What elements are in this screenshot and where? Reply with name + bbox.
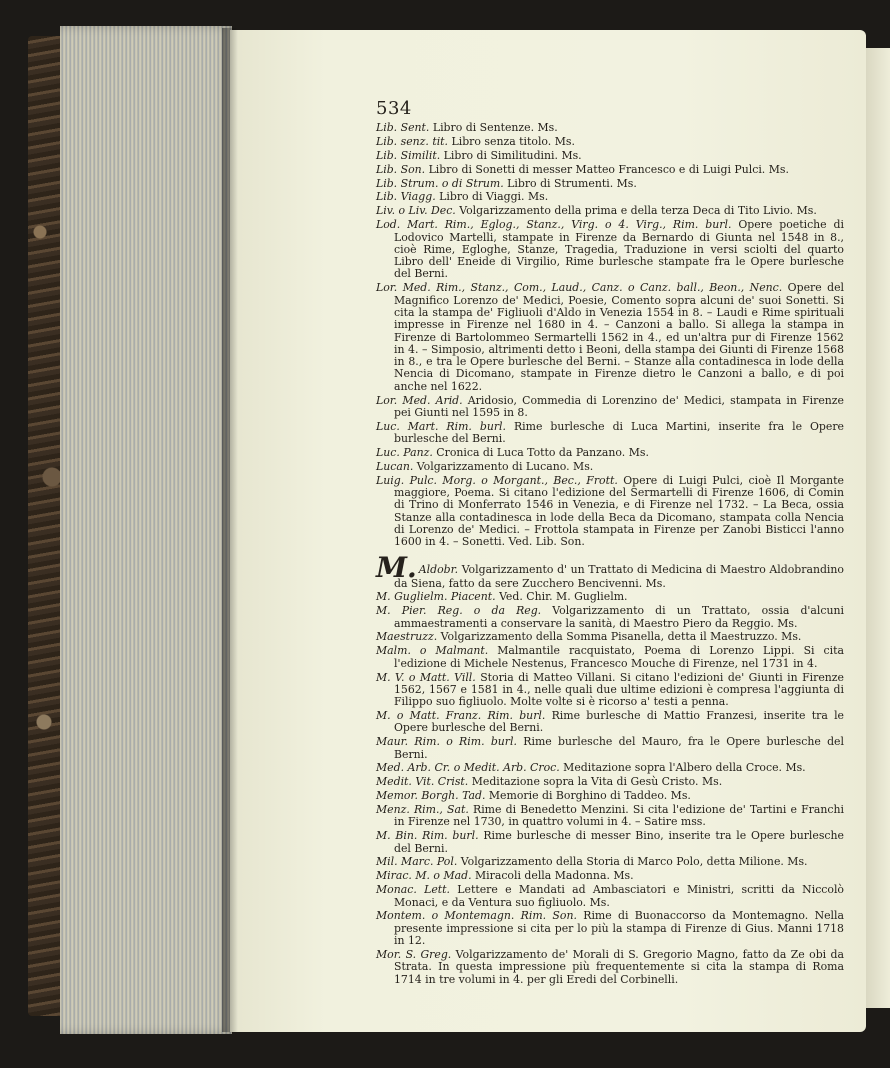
entry-abbreviation: Mirac. M. o Mad.: [376, 869, 472, 883]
entry-list-l: [376, 122, 844, 549]
entry-abbreviation: Mil. Marc. Pol.: [376, 855, 458, 869]
entry-text: Libro di Sentenze. Ms.: [429, 121, 558, 134]
list-item: [376, 136, 844, 148]
entry-abbreviation: Lib. Viagg.: [376, 190, 436, 204]
entry-text: Miracoli della Madonna. Ms.: [471, 869, 634, 883]
entry-text: Volgarizzamento di un Trattato, ossia d'alcuni ammaestramenti a conservare la sanità, di Maestro Piero da Reggio. Ms.: [394, 604, 845, 630]
entry-text: Volgarizzamento d' un Trattato di Medicina di Maestro Aldobrandino da Siena, fatto da sere Zucchero Bencivenni. Ms.: [394, 562, 844, 590]
entry-abbreviation: Luc. Panz.: [376, 445, 433, 459]
list-item: [376, 395, 844, 420]
entry-abbreviation: Maur. Rim. o Rim. burl.: [376, 735, 517, 749]
entry-text: Ved. Chir. M. Guglielm.: [495, 590, 628, 604]
list-item: [376, 631, 844, 643]
entry-list-m: [376, 550, 845, 986]
entry-text: Storia di Matteo Villani. Si citano l'edizioni de' Giunti in Firenze 1562, 1567 e 1581 in 4., nelle quali due ultime edizioni è compresa l'aggiunta di Filippo suo figliuolo. Molte volte si è ricorso a' testi a penna.: [394, 670, 844, 709]
list-item: [376, 736, 844, 761]
entry-text: Memorie di Borghino di Taddeo. Ms.: [485, 789, 691, 803]
entry-text: Meditazione sopra l'Albero della Croce. Ms.: [559, 761, 806, 775]
entry-text: Libro di Sonetti di messer Matteo Francesco e di Luigi Pulci. Ms.: [425, 162, 789, 176]
list-item: [376, 762, 844, 774]
entry-abbreviation: Medit. Vit. Crist.: [376, 775, 469, 789]
entry-text: Libro di Strumenti. Ms.: [503, 176, 637, 190]
entry-abbreviation: Aldobr.: [418, 562, 459, 576]
section-letter: M.: [376, 550, 417, 584]
entry-abbreviation: Lib. Son.: [376, 162, 426, 176]
entry-abbreviation: Liv. o Liv. Dec.: [376, 204, 456, 218]
list-item: [376, 461, 844, 473]
list-item: [376, 178, 844, 190]
list-item: [376, 605, 844, 630]
list-item: [376, 550, 844, 590]
entry-abbreviation: M. Bin. Rim. burl.: [376, 829, 479, 843]
entry-text: Cronica di Luca Totto da Panzano. Ms.: [432, 445, 649, 459]
entry-abbreviation: Luig. Pulc. Morg. o Morgant., Bec., Frott.: [376, 473, 618, 487]
entry-text: Aridosio, Commedia di Lorenzino de' Medici, stampata in Firenze pei Giunti nel 1595 in 8.: [394, 393, 844, 419]
entry-text: Opere poetiche di Lodovico Martelli, stampate in Firenze da Bernardo di Giunta nel 1548 in 8., cioè Rime, Egloghe, Stanze, Tragedia, Traduzione in versi sciolti del quarto Libro dell' Eneide di Virgilio, Rime burlesche stampate fra le Opere burlesche del Berni.: [394, 218, 844, 281]
entry-abbreviation: Lucan.: [376, 459, 414, 473]
entry-text: Rime di Buonaccorso da Montemagno. Nella presente impressione si cita per lo più la stampa di Firenze di Gius. Manni 1718 in 12.: [394, 909, 844, 948]
entry-abbreviation: M. Guglielm. Piacent.: [376, 590, 496, 604]
list-item: [376, 421, 844, 446]
entry-abbreviation: Montem. o Montemagn. Rim. Son.: [376, 909, 577, 923]
entry-abbreviation: Maestruzz.: [376, 630, 438, 644]
page-edges: [60, 26, 232, 1034]
entry-text: Lettere e Mandati ad Ambasciatori e Ministri, scritti da Niccolò Monaci, e da Ventura suo figliuolo. Ms.: [394, 883, 844, 909]
entry-text: Libro senza titolo. Ms.: [448, 134, 575, 148]
list-item: [376, 205, 844, 217]
entry-abbreviation: Lor. Med. Rim., Stanz., Com., Laud., Canz. o Canz. ball., Beon., Nenc.: [376, 281, 783, 295]
entry-text: Rime burlesche di Luca Martini, inserite fra le Opere burlesche del Berni.: [394, 419, 844, 446]
list-item: [376, 475, 844, 549]
list-item: [376, 804, 844, 829]
entry-abbreviation: Med. Arb. Cr. o Medit. Arb. Croc.: [376, 761, 560, 775]
entry-text: Volgarizzamento della prima e della terza Deca di Tito Livio. Ms.: [455, 204, 817, 218]
entry-abbreviation: Lib. Strum. o di Strum.: [376, 176, 504, 190]
entry-abbreviation: Memor. Borgh. Tad.: [376, 789, 486, 803]
list-item: [376, 672, 844, 709]
list-item: [376, 447, 844, 459]
entry-text: Opere del Magnifico Lorenzo de' Medici, Poesie, Comento sopra alcuni de' suoi Sonetti. Si cita la stampa de' Figliuoli d'Aldo in Venezia 1554 in 8. – Laudi e Rime spirituali impresse in Firenze nel 1680 in 4. – Canzoni a ballo. Si allega la stampa in Firenze di Bartolommeo Sermartelli 1562 in 4., ed un'altra pur di Firenze 1562 in 4. – Simposio, altrimenti detto i Beoni, della stampa dei Giunti di Firenze 1568 in 8., e tra le Opere burlesche del Berni. – Stanze alla contadinesca in lode della Nencia di Dicomano, stampate in Firenze dietro le Canzoni a ballo, e di poi anche nel 1622.: [394, 281, 844, 393]
entry-text: Volgarizzamento de' Morali di S. Gregorio Magno, fatto da Ze obi da Strata. In questa impressione più frequentemente si cita la stampa di Roma 1714 in tre volumi in 4. per gli Eredi del Corbinelli.: [394, 947, 845, 986]
list-item: [376, 150, 844, 162]
list-item: [376, 122, 844, 134]
entry-text: Volgarizzamento di Lucano. Ms.: [413, 459, 594, 473]
list-item: [376, 884, 844, 909]
entry-abbreviation: M. V. o Matt. Vill.: [376, 670, 476, 684]
list-item: [376, 191, 844, 203]
entry-abbreviation: Lib. Similit.: [376, 148, 441, 162]
list-item: [376, 870, 844, 882]
entry-text: Meditazione sopra la Vita di Gesù Cristo. Ms.: [468, 775, 723, 789]
entry-abbreviation: Lor. Med. Arid.: [376, 393, 463, 407]
list-item: [376, 776, 844, 788]
entry-abbreviation: Lod. Mart. Rim., Eglog., Stanz., Virg. o 4. Virg., Rim. burl.: [376, 218, 732, 232]
list-item: [376, 910, 844, 947]
entry-abbreviation: M. o Matt. Franz. Rim. burl.: [376, 709, 546, 723]
list-item: [376, 164, 844, 176]
entry-abbreviation: Monac. Lett.: [376, 883, 450, 897]
list-item: [376, 830, 844, 855]
entry-text: Rime burlesche del Mauro, fra le Opere burlesche del Berni.: [394, 735, 844, 761]
entry-abbreviation: Menz. Rim., Sat.: [376, 803, 469, 817]
page-number: 534: [376, 98, 412, 119]
list-item: [376, 645, 844, 670]
entry-text: Rime di Benedetto Menzini. Si cita l'edizione de' Tartini e Franchi in Firenze nel 1730, in quattro volumi in 4. – Satire mss.: [394, 803, 844, 829]
facing-page-edge: [864, 48, 890, 1008]
list-item: [376, 710, 844, 735]
list-item: [376, 282, 844, 393]
entry-abbreviation: Luc. Mart. Rim. burl.: [376, 419, 506, 433]
spine-shadow: [222, 28, 238, 1032]
entry-abbreviation: Mor. S. Greg.: [376, 947, 452, 961]
entry-abbreviation: Lib. senz. tit.: [376, 134, 449, 148]
entry-text: Malmantile racquistato, Poema di Lorenzo Lippi. Si cita l'edizione di Michele Nestenus, Francesco Mouche di Firenze, nel 1731 in 4.: [394, 644, 844, 670]
list-item: [376, 790, 844, 802]
entry-text: Libro di Viaggi. Ms.: [435, 190, 549, 204]
page-content: [376, 98, 844, 987]
entry-abbreviation: Malm. o Malmant.: [376, 644, 489, 658]
list-item: [376, 856, 844, 868]
list-item: [376, 949, 844, 986]
entry-abbreviation: Lib. Sent.: [376, 121, 430, 134]
entry-text: Volgarizzamento della Somma Pisanella, detta il Maestruzzo. Ms.: [437, 630, 802, 644]
entry-text: Opere di Luigi Pulci, cioè Il Morgante maggiore, Poema. Si citano l'edizione del Sermartelli di Firenze 1606, di Comin di Trino di Monferrato 1546 in Venezia, e di Firenze nel 1732. – La Beca, ossia Stanze alla contadinesca in lode della Beca da Dicomano, stampata colla Nencia di Lorenzo de' Medici. – Frottola stampata in Firenze per Zanobi Bisticci l'anno 1600 in 4. – Sonetti. Ved. Lib. Son.: [394, 473, 844, 549]
entry-text: Volgarizzamento della Storia di Marco Polo, detta Milione. Ms.: [457, 855, 808, 869]
entry-text: Rime burlesche di Mattio Franzesi, inserite tra le Opere burlesche del Berni.: [394, 709, 844, 735]
entry-abbreviation: M. Pier. Reg. o da Reg.: [376, 604, 542, 618]
entry-text: Rime burlesche di messer Bino, inserite tra le Opere burlesche del Berni.: [394, 829, 844, 855]
list-item: [376, 591, 844, 603]
list-item: [376, 219, 844, 280]
entry-text: Libro di Similitudini. Ms.: [440, 148, 582, 162]
